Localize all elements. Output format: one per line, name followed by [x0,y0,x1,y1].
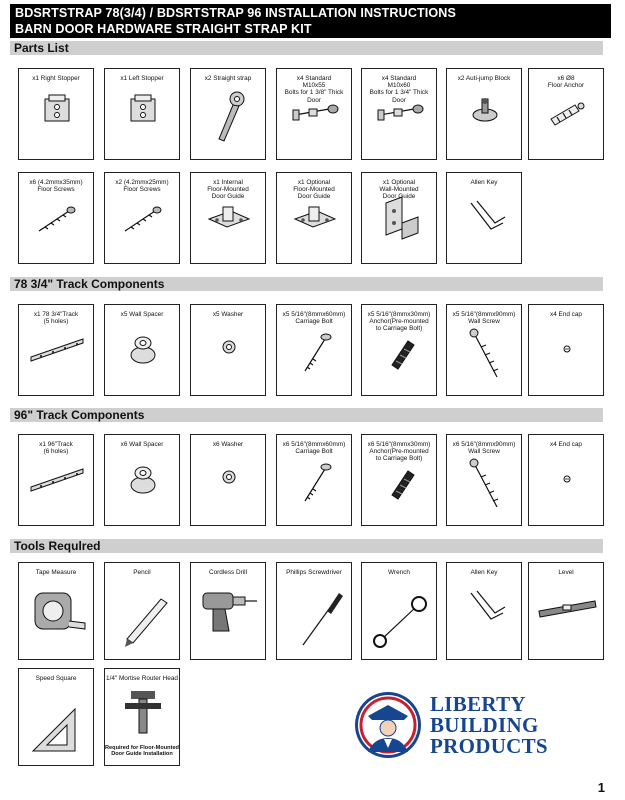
track78-card [528,304,604,396]
anti-jump-icon [447,69,523,161]
item-caption: x1 Internal Floor-Mounted Door Guide [207,179,249,201]
item-caption: Phillips Screwdriver [286,569,342,576]
item-caption: x4 End cap [550,311,582,318]
parts-card [446,172,522,264]
washer-icon [191,435,267,527]
screwdriver-icon [277,563,353,661]
parts-card [276,172,352,264]
tools-card [190,562,266,660]
item-caption: Pencil [133,569,151,576]
item-caption: x1 96"Track (6 holes) [39,441,73,456]
tape-measure-icon [19,563,95,661]
item-caption: x6 5/16"(8mmx30mm) Anchor(Pre-mounted to Carriage Bolt) [367,441,431,463]
item-caption: x1 Left Stopper [120,75,164,82]
item-caption: x5 Washer [212,311,244,318]
pencil-icon [105,563,181,661]
parts-card [361,68,437,160]
parts-card [104,172,180,264]
track96-card [361,434,437,526]
item-caption: x6 5/16"(8mmx60mm) Carriage Bolt [282,441,346,456]
item-caption: Allen Key [470,569,498,576]
drill-icon [191,563,267,661]
parts-card [528,68,604,160]
item-caption: x6 Wall Spacer [120,441,164,448]
item-caption: x2 Auti-jump Block [457,75,511,82]
section-tools: Tools Requlred [10,539,603,553]
parts-card [190,68,266,160]
tools-card [18,562,94,660]
item-caption: x5 5/16"(8mmx90mm) Wall Screw [452,311,516,326]
page-number: 1 [597,780,605,795]
track78-card [104,304,180,396]
item-caption: x4 Standard M10x60 Bolts for 1 3/4" Thick Door [362,75,436,104]
item-caption: x5 5/16"(8mmx60mm) Carriage Bolt [282,311,346,326]
tools-card [528,562,604,660]
parts-card [446,68,522,160]
item-subcaption: Bolts for 1 3/4" Thick Door [369,89,429,104]
item-subcaption: Bolts for 1 3/8" Thick Door [284,89,344,104]
section-parts-list: Parts List [10,41,603,55]
item-caption: Cordless Drill [209,569,247,576]
header-title: BDSRTSTRAP 78(3/4) / BDSRTSTRAP 96 INSTALLATION INSTRUCTIONS [15,6,456,20]
parts-card [190,172,266,264]
item-caption: Tape Measure [35,569,77,576]
speed-square-icon [19,669,95,767]
tools-card [104,668,180,766]
level-icon [529,563,605,661]
header-subtitle: BARN DOOR HARDWARE STRAIGHT STRAP KIT [15,22,312,36]
tools-card [18,668,94,766]
track96-card [18,434,94,526]
logo-line-2: BUILDING [430,713,539,737]
allen-key-icon [447,563,523,661]
track96-card [104,434,180,526]
item-caption: x6 Washer [212,441,244,448]
document-header [10,4,611,38]
item-caption: x1 Right Stopper [32,75,80,82]
item-caption: x6 (4.2mmx35mm) Floor Screws [29,179,83,194]
tools-card [104,562,180,660]
track96-card [528,434,604,526]
parts-card [276,68,352,160]
item-caption: x2 Straight strap [204,75,252,82]
item-caption: x6 5/16"(8mmx90mm) Wall Screw [452,441,516,456]
wall-spacer-icon [105,305,181,397]
item-caption: x1 78 3/4"Track (5 holes) [33,311,79,326]
tools-card [361,562,437,660]
item-note: Required for Floor-Mounted Door Guide Installation [105,744,179,758]
item-caption: x1 Optional Wall-Mounted Door Guide [379,179,419,201]
logo-line-3: PRODUCTS [430,734,548,758]
stopper-icon [19,69,95,161]
track78-card [18,304,94,396]
tools-card [276,562,352,660]
item-caption: Allen Key [470,179,498,186]
stopper-icon [105,69,181,161]
track96-card [446,434,522,526]
wall-spacer-icon [105,435,181,527]
logo-line-1: LIBERTY [430,692,526,716]
item-caption: x5 Wall Spacer [120,311,164,318]
washer-icon [191,305,267,397]
item-caption: x5 5/16"(8mmx30mm) Anchor(Pre-mounted to Carriage Bolt) [367,311,431,333]
end-cap-icon [529,305,605,397]
strap-hanger-icon [191,69,267,161]
track96-card [190,434,266,526]
item-caption: x4 Standard M10x55 Bolts for 1 3/8" Thick Door [277,75,351,104]
section-track-96: 96" Track Components [10,408,603,422]
tools-card [446,562,522,660]
track78-card [190,304,266,396]
parts-card [18,172,94,264]
track78-card [361,304,437,396]
item-caption: x1 Optional Floor-Mounted Door Guide [293,179,335,201]
item-caption: x6 Ø8 Floor Anchor [547,75,585,90]
item-caption: x2 (4.2mmx25mm) Floor Screws [115,179,169,194]
section-track-78: 78 3/4" Track Components [10,277,603,291]
wrench-icon [362,563,438,661]
item-caption: Speed Square [35,675,77,682]
parts-card [361,172,437,264]
parts-card [104,68,180,160]
item-caption: 1/4" Mortise Router Head [106,675,178,682]
item-caption: x4 End cap [550,441,582,448]
end-cap-icon [529,435,605,527]
item-caption: Level [558,569,574,576]
track78-card [276,304,352,396]
parts-card [18,68,94,160]
allen-key-icon [447,173,523,265]
track78-card [446,304,522,396]
item-caption: Wrench [388,569,410,576]
track96-card [276,434,352,526]
